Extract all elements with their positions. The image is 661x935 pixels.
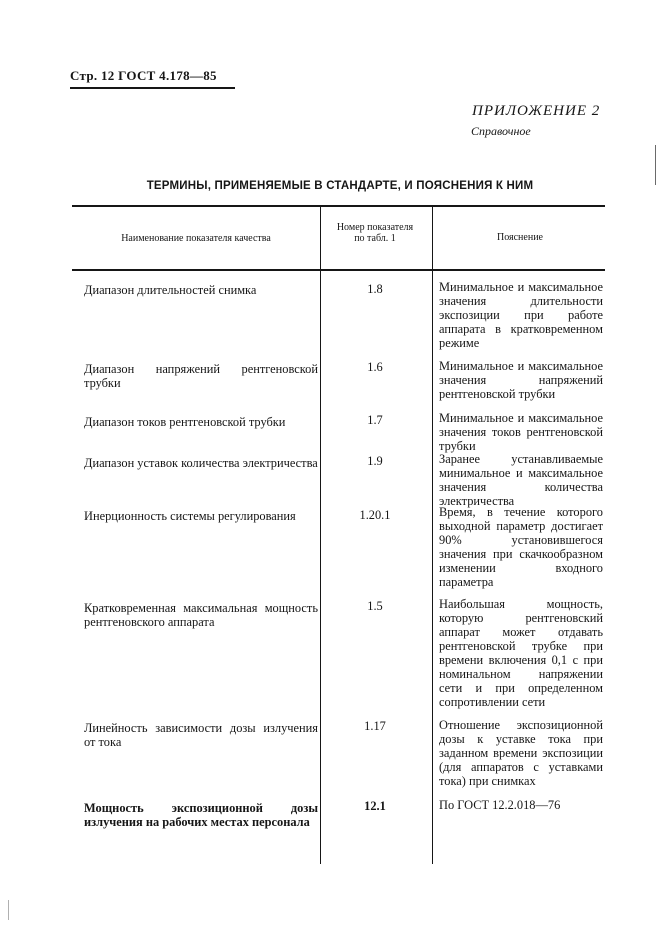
row-5-name: Инерционность системы регулирования <box>84 509 296 523</box>
row-6-number: 1.5 <box>367 599 383 613</box>
row-5-explanation: Время, в течение которого выходной параметр достигает 90% установившегося значения при скачкообразном изменении входного параметра <box>439 505 603 589</box>
row-8-number: 12.1 <box>364 799 386 813</box>
column-header-name: Наименование показателя качества <box>121 233 271 244</box>
scan-margin-mark <box>655 145 656 185</box>
row-5-number: 1.20.1 <box>359 508 391 522</box>
row-1-name: Диапазон длительностей снимка <box>84 283 257 297</box>
row-7-name: Линейность зависимости дозы излучения от тока <box>84 721 318 749</box>
row-4-number: 1.9 <box>367 454 383 468</box>
column-divider-1 <box>320 207 321 864</box>
row-2-name: Диапазон напряжений рентгеновской трубки <box>84 362 318 390</box>
document-title: ТЕРМИНЫ, ПРИМЕНЯЕМЫЕ В СТАНДАРТЕ, И ПОЯСНЕНИЯ К НИМ <box>146 180 534 192</box>
header-underline <box>70 87 235 89</box>
row-7-number: 1.17 <box>364 719 386 733</box>
appendix-title: ПРИЛОЖЕНИЕ 2 <box>472 103 601 119</box>
column-header-number: Номер показателя по табл. 1 <box>336 222 414 244</box>
row-4-explanation: Заранее устанавливаемые минимальное и максимальное значения количества электричества <box>439 452 603 508</box>
row-2-explanation: Минимальное и максимальное значения напряжений рентгеновской трубки <box>439 359 603 401</box>
row-2-number: 1.6 <box>367 360 383 374</box>
row-3-explanation: Минимальное и максимальное значения токов рентгеновской трубки <box>439 411 603 453</box>
scan-margin-mark-left <box>8 900 9 920</box>
row-3-number: 1.7 <box>367 413 383 427</box>
column-divider-2 <box>432 207 433 864</box>
row-1-explanation: Минимальное и максимальное значения длительности экспозиции при работе аппарата в кратковременном режиме <box>439 280 603 350</box>
table-header-rule <box>72 269 605 271</box>
row-7-explanation: Отношение экспозиционной дозы к уставке тока при заданном времени экспозиции (для аппаратов с уставками тока) при снимках <box>439 718 603 788</box>
appendix-subtitle: Справочное <box>471 124 531 138</box>
row-3-name: Диапазон токов рентгеновской трубки <box>84 415 286 429</box>
column-header-explanation: Пояснение <box>496 232 543 243</box>
table-top-rule <box>72 205 605 207</box>
row-6-name: Кратковременная максимальная мощность рентгеновского аппарата <box>84 601 318 629</box>
page-reference: Стр. 12 ГОСТ 4.178—85 <box>70 68 217 83</box>
row-6-explanation: Наибольшая мощность, которую рентгеновский аппарат может отдавать рентгеновской трубке при времени включения 0,1 с при номинальном напряжении сети и при определенном сопротивлении сети <box>439 597 603 709</box>
row-8-name: Мощность экспозиционной дозы излучения на рабочих местах персонала <box>84 801 318 829</box>
row-4-name: Диапазон уставок количества электричества <box>84 456 318 470</box>
row-1-number: 1.8 <box>367 282 383 296</box>
row-8-explanation: По ГОСТ 12.2.018—76 <box>439 798 561 812</box>
